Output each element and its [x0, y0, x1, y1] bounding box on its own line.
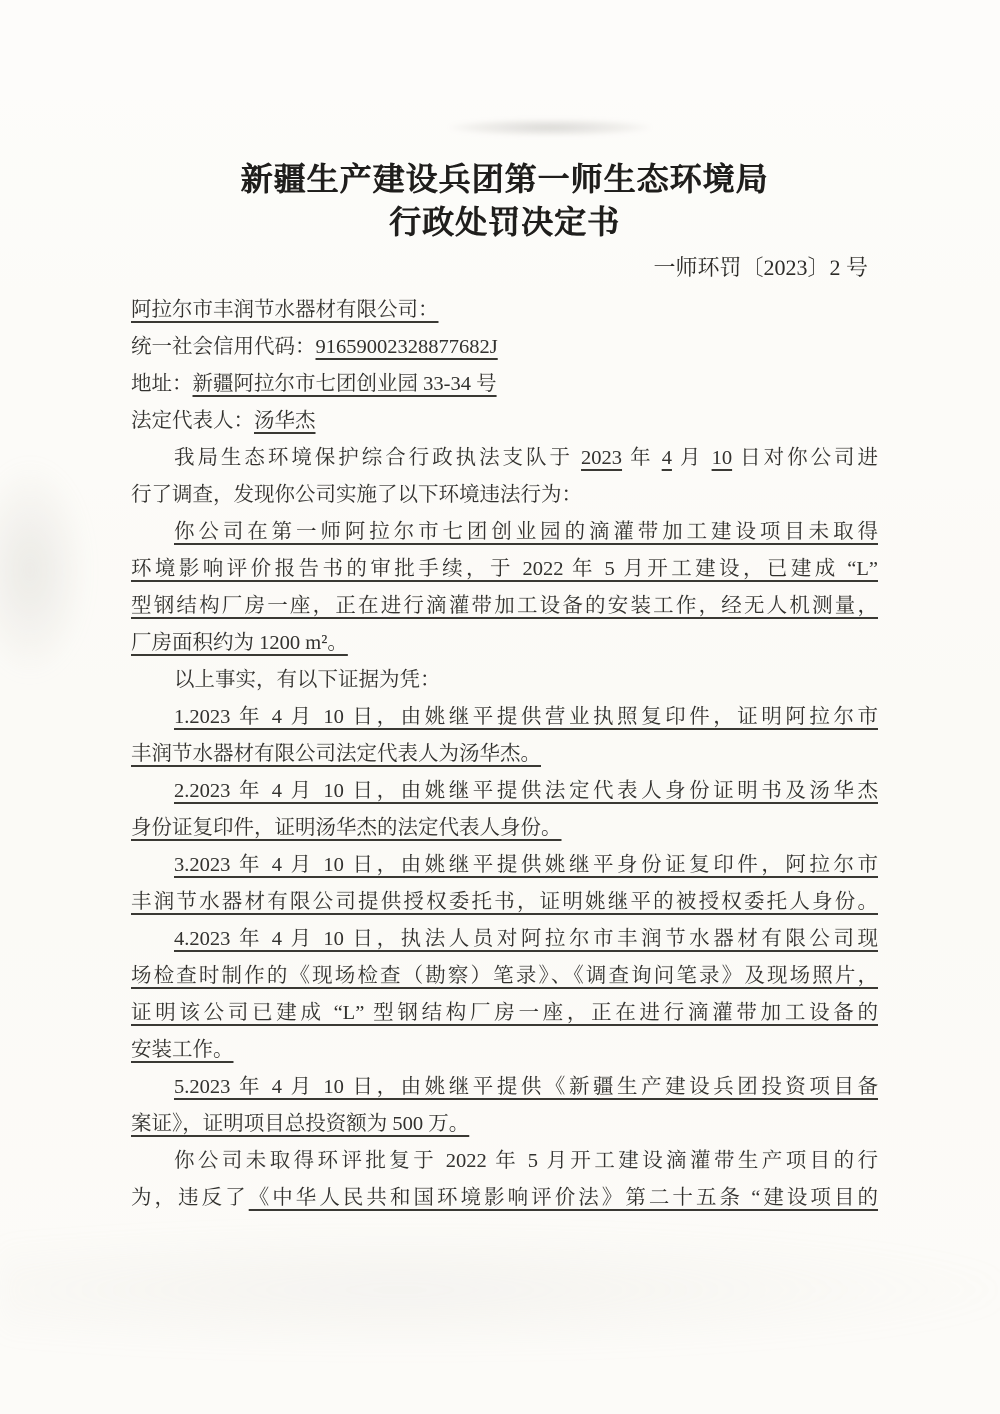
underlined-text-segment: 厂房面积约为 1200 m²。	[131, 632, 348, 654]
scan-bottom-shadow	[0, 1230, 1000, 1350]
text-segment: 为，违反了	[131, 1187, 249, 1209]
underlined-text-segment: 汤华杰	[254, 410, 316, 432]
text-line-23	[131, 1106, 878, 1143]
text-segment: 以上事实，有以下证据为凭：	[174, 669, 441, 691]
underlined-text-segment: 1.2023 年 4 月 10 日，由姚继平提供营业执照复印件，证明阿拉尔市	[174, 706, 878, 728]
underlined-text-segment: 5.2023 年 4 月 10 日，由姚继平提供《新疆生产建设兵团投资项目备	[174, 1076, 878, 1098]
text-line-24	[131, 1143, 878, 1180]
text-segment: 法定代表人：	[131, 410, 254, 432]
text-line-4	[131, 403, 878, 440]
text-line-3	[131, 366, 878, 403]
text-line-22	[131, 1069, 878, 1106]
underlined-text-segment: 新疆阿拉尔市七团创业园 33-34 号	[192, 373, 497, 395]
text-line-13	[131, 736, 878, 773]
underlined-text-segment: 91659002328877682J	[315, 336, 498, 358]
underlined-text-segment: 证明该公司已建成 “L” 型钢结构厂房一座，正在进行滴灌带加工设备的	[131, 1002, 878, 1024]
text-segment: 统一社会信用代码：	[131, 336, 316, 358]
text-line-25	[131, 1180, 878, 1217]
text-line-15	[131, 810, 878, 847]
underlined-text-segment: 环境影响评价报告书的审批手续，于 2022 年 5 月开工建设，已建成 “L”	[131, 558, 878, 580]
text-line-5	[131, 440, 878, 477]
underlined-text-segment: 型钢结构厂房一座，正在进行滴灌带加工设备的安装工作，经无人机测量，	[131, 595, 878, 617]
text-line-19	[131, 958, 878, 995]
text-line-17	[131, 884, 878, 921]
scan-edge-shadow	[0, 460, 90, 680]
text-line-2	[131, 329, 878, 366]
document-header	[131, 0, 878, 283]
underlined-text-segment: 4	[661, 447, 672, 469]
text-segment: 年	[622, 447, 662, 469]
text-line-1	[131, 292, 878, 329]
text-segment: 行了调查，发现你公司实施了以下环境违法行为：	[131, 484, 582, 506]
underlined-text-segment: 2023	[581, 447, 623, 469]
text-line-18	[131, 921, 878, 958]
text-segment: 你公司未取得环评批复于 2022 年 5 月开工建设滴灌带生产项目的行	[174, 1150, 878, 1172]
underlined-text-segment: 身份证复印件，证明汤华杰的法定代表人身份。	[131, 817, 562, 839]
text-segment: 月	[671, 447, 712, 469]
document-number: 一师环罚〔2023〕2 号	[653, 255, 868, 280]
text-line-16	[131, 847, 878, 884]
underlined-text-segment: 丰润节水器材有限公司提供授权委托书，证明姚继平的被授权委托人身份。	[131, 891, 878, 913]
underlined-text-segment: 你公司在第一师阿拉尔市七团创业园的滴灌带加工建设项目未取得	[174, 521, 878, 543]
text-line-11	[131, 662, 878, 699]
text-line-12	[131, 699, 878, 736]
underlined-text-segment: 10	[711, 447, 733, 469]
text-line-10	[131, 625, 878, 662]
text-line-7	[131, 514, 878, 551]
document-title-line1: 新疆生产建设兵团第一师生态环境局	[240, 161, 769, 197]
text-line-21	[131, 1032, 878, 1069]
underlined-text-segment: 丰润节水器材有限公司法定代表人为汤华杰。	[131, 743, 541, 765]
document-content	[131, 0, 878, 1217]
document-body	[131, 292, 878, 1217]
underlined-text-segment: 安装工作。	[131, 1039, 234, 1061]
text-segment: 我局生态环境保护综合行政执法支队于	[174, 447, 582, 469]
text-line-20	[131, 995, 878, 1032]
text-line-6	[131, 477, 878, 514]
document-title-line2: 行政处罚决定书	[388, 204, 620, 240]
underlined-text-segment: 场检查时制作的《现场检查（勘察）笔录》、《调查询问笔录》及现场照片，	[131, 965, 878, 987]
underlined-text-segment: 《中华人民共和国环境影响评价法》第二十五条 “建设项目的	[248, 1187, 878, 1209]
text-line-9	[131, 588, 878, 625]
text-segment: 地址：	[131, 373, 193, 395]
underlined-text-segment: 4.2023 年 4 月 10 日，执法人员对阿拉尔市丰润节水器材有限公司现	[174, 928, 878, 950]
text-line-14	[131, 773, 878, 810]
underlined-text-segment: 3.2023 年 4 月 10 日，由姚继平提供姚继平身份证复印件，阿拉尔市	[174, 854, 878, 876]
underlined-text-segment: 2.2023 年 4 月 10 日，由姚继平提供法定代表人身份证明书及汤华杰	[174, 780, 878, 802]
text-line-8	[131, 551, 878, 588]
underlined-text-segment: 阿拉尔市丰润节水器材有限公司：	[131, 299, 439, 321]
underlined-text-segment: 案证》，证明项目总投资额为 500 万。	[131, 1113, 470, 1135]
text-segment: 日对你公司进	[732, 447, 879, 469]
